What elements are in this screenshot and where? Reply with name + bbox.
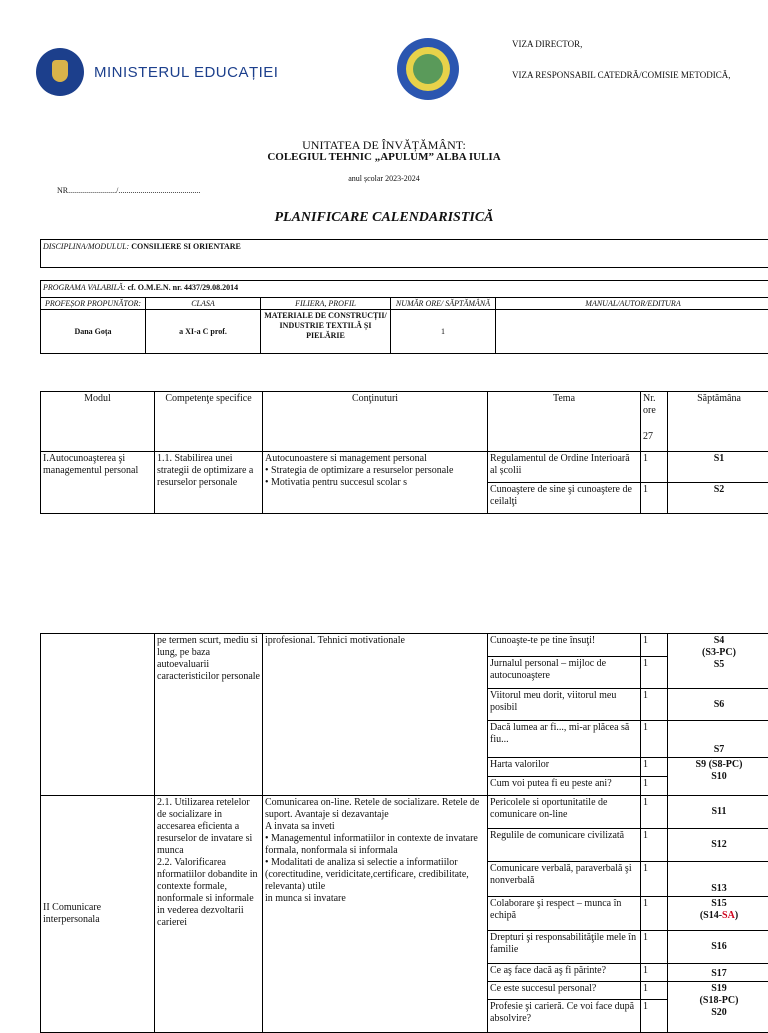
week-cell: S19 (S18-PC) S20 bbox=[668, 981, 768, 1032]
nr-cell: 1 bbox=[641, 999, 668, 1032]
tema-cell: Regulamentul de Ordine Interioară al școlii bbox=[488, 452, 641, 483]
manual bbox=[496, 310, 768, 354]
competente-cell: 1.1. Stabilirea unei strategii de optimizare a resurselor personale bbox=[155, 452, 263, 514]
tema-cell: Viitorul meu dorit, viitorul meu posibil bbox=[488, 689, 641, 721]
info-header: MANUAL/AUTOR/EDITURA bbox=[496, 298, 768, 310]
info-header: FILIERA, PROFIL bbox=[261, 298, 391, 310]
government-seal-icon bbox=[36, 48, 84, 96]
week-cell: S15 (S14-SA) bbox=[668, 897, 768, 930]
modul-cell: II Comunicare interpersonala bbox=[41, 796, 155, 1033]
nr-line: NR......................../......................................... bbox=[57, 186, 200, 195]
tema-cell: Ce este succesul personal? bbox=[488, 981, 641, 999]
ministry-logo bbox=[36, 48, 278, 96]
school-name: COLEGIUL TEHNIC „APULUM” ALBA IULIA bbox=[0, 151, 768, 163]
viza-director: VIZA DIRECTOR, bbox=[512, 39, 582, 49]
info-table bbox=[40, 280, 768, 354]
competente-cell: 2.1. Utilizarea retelelor de socializare in accesarea eficienta a resurselor de invatare si munca 2.2. Valorificarea nformatiilor dobandite in contexte formale, nonformale si informale in vederea dezvoltarii carierei bbox=[155, 796, 263, 1033]
tema-cell: Profesie şi carieră. Ce voi face după absolvire? bbox=[488, 999, 641, 1032]
school-year: anul școlar 2023-2024 bbox=[0, 174, 768, 183]
info-header: NUMĂR ORE/ SĂPTĂMÂNĂ bbox=[391, 298, 496, 310]
tema-cell: Jurnalul personal – mijloc de autocunoaştere bbox=[488, 657, 641, 689]
continuturi-cell: Autocunoastere si management personal • Strategia de optimizare a resurselor personale • Motivatia pentru succesul scolar s bbox=[263, 452, 488, 514]
nr-cell: 1 bbox=[641, 930, 668, 963]
competente-cell: pe termen scurt, mediu si lung, pe baza autoevaluarii caracteristicilor personale bbox=[155, 634, 263, 796]
discipline-box bbox=[40, 239, 768, 268]
programa-label: PROGRAMA VALABILĂ: bbox=[43, 283, 126, 292]
week-cell: S7 bbox=[668, 721, 768, 757]
nr-cell: 1 bbox=[641, 862, 668, 897]
viza-responsabil: VIZA RESPONSABIL CATEDRĂ/COMISIE METODICĂ, bbox=[512, 70, 731, 80]
nr-cell: 1 bbox=[641, 981, 668, 999]
nr-cell: 1 bbox=[641, 452, 668, 483]
week-cell: S4 (S3-PC) S5 bbox=[668, 634, 768, 689]
week-cell: S1 bbox=[668, 452, 768, 483]
nr-cell: 1 bbox=[641, 829, 668, 862]
nr-cell: 1 bbox=[641, 757, 668, 776]
tema-cell: Comunicare verbală, paraverbală şi nonverbală bbox=[488, 862, 641, 897]
total-hours: 27 bbox=[643, 431, 665, 443]
week-cell: S13 bbox=[668, 862, 768, 897]
nr-cell: 1 bbox=[641, 963, 668, 981]
nr-cell: 1 bbox=[641, 689, 668, 721]
tema-cell: Harta valorilor bbox=[488, 757, 641, 776]
tema-cell: Cunoaştere de sine şi cunoaştere de ceilalţi bbox=[488, 483, 641, 514]
week-cell: S12 bbox=[668, 829, 768, 862]
nr-cell: 1 bbox=[641, 657, 668, 689]
unit-label: UNITATEA DE ÎNVĂȚĂMÂNT: bbox=[0, 138, 768, 153]
tema-cell: Regulile de comunicare civilizată bbox=[488, 829, 641, 862]
nr-cell: 1 bbox=[641, 897, 668, 930]
tema-cell: Cum voi putea fi eu peste ani? bbox=[488, 776, 641, 795]
teacher-name: Dana Goța bbox=[41, 310, 146, 354]
col-tema: Tema bbox=[488, 392, 641, 452]
tema-cell: Drepturi şi responsabilităţile mele în familie bbox=[488, 930, 641, 963]
info-header: CLASA bbox=[146, 298, 261, 310]
modul-cell: I.Autocunoaşterea şi managementul personal bbox=[41, 452, 155, 514]
nr-cell: 1 bbox=[641, 721, 668, 757]
page-title: PLANIFICARE CALENDARISTICĂ bbox=[0, 210, 768, 226]
nr-cell: 1 bbox=[641, 776, 668, 795]
col-saptamana: Săptămâna bbox=[668, 392, 768, 452]
programa-value: cf. O.M.E.N. nr. 4437/29.08.2014 bbox=[128, 283, 239, 292]
school-logo-icon bbox=[397, 38, 459, 100]
plan-table-page1 bbox=[40, 391, 768, 514]
info-header: PROFEȘOR PROPUNĂTOR: bbox=[41, 298, 146, 310]
discipline-label: DISCIPLINA/MODULUL: bbox=[43, 242, 129, 251]
tema-cell: Pericolele si oportunitatile de comunicare on-line bbox=[488, 796, 641, 829]
col-competente: Competenţe specifice bbox=[155, 392, 263, 452]
week-cell: S9 (S8-PC) S10 bbox=[668, 757, 768, 795]
nr-cell: 1 bbox=[641, 634, 668, 657]
week-cell: S6 bbox=[668, 689, 768, 721]
week-s14-red: SA bbox=[722, 910, 735, 921]
col-continuturi: Conţinuturi bbox=[263, 392, 488, 452]
plan-table-page2 bbox=[40, 633, 768, 1033]
tema-cell: Cunoaşte-te pe tine însuţi! bbox=[488, 634, 641, 657]
week-cell: S16 bbox=[668, 930, 768, 963]
class-name: a XI-a C prof. bbox=[146, 310, 261, 354]
hours-per-week: 1 bbox=[391, 310, 496, 354]
continuturi-cell: Comunicarea on-line. Retele de socializare. Retele de suport. Avantaje si dezavantaje A invata sa inveti • Managementul informatiilor in contexte de invatare formala, nonformala si informala • Modalitati de analiza si selectie a informatiilor (corectitudine, veridicitate,certificare, credibilitate, relevanta) utile in munca si invatare bbox=[263, 796, 488, 1033]
profile: MATERIALE DE CONSTRUCȚII/ INDUSTRIE TEXTILĂ ȘI PIELĂRIE bbox=[261, 310, 391, 354]
week-cell: S17 bbox=[668, 963, 768, 981]
discipline-value: CONSILIERE SI ORIENTARE bbox=[131, 242, 241, 251]
nr-cell: 1 bbox=[641, 796, 668, 829]
tema-cell: Colaborare şi respect – munca în echipă bbox=[488, 897, 641, 930]
week-s14-note: (S14-SA) bbox=[670, 910, 768, 922]
col-nr-ore: Nr. ore 27 bbox=[641, 392, 668, 452]
nr-cell: 1 bbox=[641, 483, 668, 514]
tema-cell: Ce aş face dacă aş fi părinte? bbox=[488, 963, 641, 981]
ministry-name: MINISTERUL EDUCAȚIEI bbox=[94, 64, 278, 81]
modul-cell bbox=[41, 634, 155, 796]
week-cell: S2 bbox=[668, 483, 768, 514]
col-modul: Modul bbox=[41, 392, 155, 452]
continuturi-cell: iprofesional. Tehnici motivationale bbox=[263, 634, 488, 796]
week-cell: S11 bbox=[668, 796, 768, 829]
tema-cell: Dacă lumea ar fi..., mi-ar plăcea să fiu... bbox=[488, 721, 641, 757]
